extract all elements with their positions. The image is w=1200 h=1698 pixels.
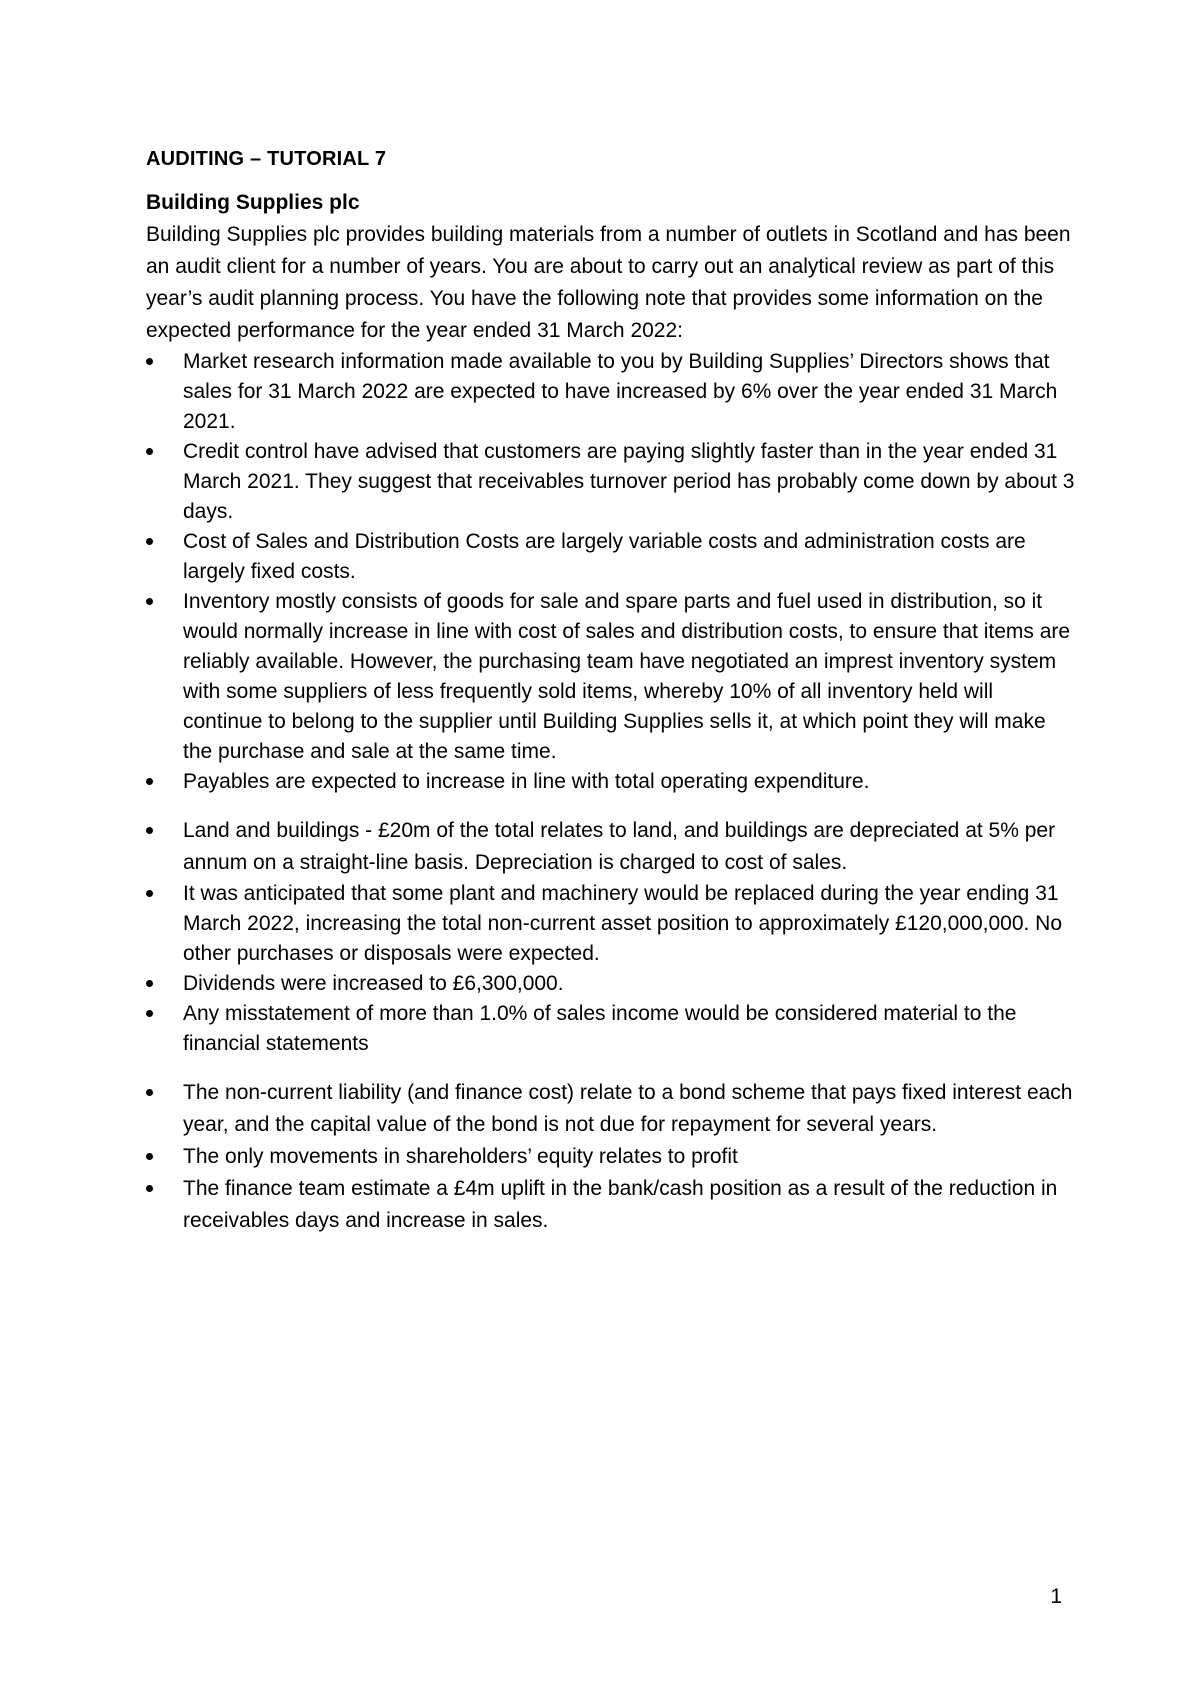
page-number: 1 bbox=[1050, 1585, 1062, 1608]
list-item-dividends: Dividends were increased to £6,300,000. bbox=[146, 969, 1076, 999]
section-heading: Building Supplies plc bbox=[146, 191, 360, 214]
list-item-inventory: Inventory mostly consists of goods for sale and spare parts and fuel used in distribution, so it would normally increase in line with cost of sales and distribution costs, to ensure that items are reliably available. However, the purchasing team have negotiated an imprest inventory system with some suppliers of less frequently sold items, whereby 10% of all inventory held will continue to belong to the supplier until Building Supplies sells it, at which point they will make the purchase and sale at the same time. bbox=[146, 587, 1076, 767]
document-title: AUDITING – TUTORIAL 7 bbox=[146, 148, 387, 170]
intro-paragraph: Building Supplies plc provides building materials from a number of outlets in Scotland and has been an audit client for a number of years. You are about to carry out an analytical review as part of this year’s audit planning process. You have the following note that provides some information on the expected performance for the year ended 31 March 2022: bbox=[146, 223, 1071, 342]
list-item-costs: Cost of Sales and Distribution Costs are largely variable costs and administration costs are largely fixed costs. bbox=[146, 527, 1076, 587]
list-item-plant-machinery: It was anticipated that some plant and machinery would be replaced during the year ending 31 March 2022, increasing the total non-current asset position to approximately £120,000,000. No other purchases or disposals were expected. bbox=[146, 879, 1076, 969]
list-item-land-buildings: Land and buildings - £20m of the total relates to land, and buildings are depreciated at 5% per annum on a straight-line basis. Depreciation is charged to cost of sales. bbox=[146, 815, 1076, 879]
list-item-receivables: Credit control have advised that customers are paying slightly faster than in the year ended 31 March 2021. They suggest that receivables turnover period has probably come down by about 3 days. bbox=[146, 437, 1076, 527]
list-item-sales: Market research information made available to you by Building Supplies’ Directors shows that sales for 31 March 2022 are expected to have increased by 6% over the year ended 31 March 2021. bbox=[146, 347, 1076, 437]
list-item-materiality: Any misstatement of more than 1.0% of sales income would be considered material to the financial statements bbox=[146, 999, 1076, 1059]
list-item-cash: The finance team estimate a £4m uplift in the bank/cash position as a result of the reduction in receivables days and increase in sales. bbox=[146, 1173, 1076, 1237]
list-item-payables: Payables are expected to increase in line with total operating expenditure. bbox=[146, 767, 1076, 797]
expectations-list bbox=[146, 347, 1076, 1237]
list-item-bond: The non-current liability (and finance cost) relate to a bond scheme that pays fixed interest each year, and the capital value of the bond is not due for repayment for several years. bbox=[146, 1077, 1076, 1141]
list-item-equity: The only movements in shareholders’ equity relates to profit bbox=[146, 1141, 1076, 1173]
document-body bbox=[146, 145, 1076, 1237]
